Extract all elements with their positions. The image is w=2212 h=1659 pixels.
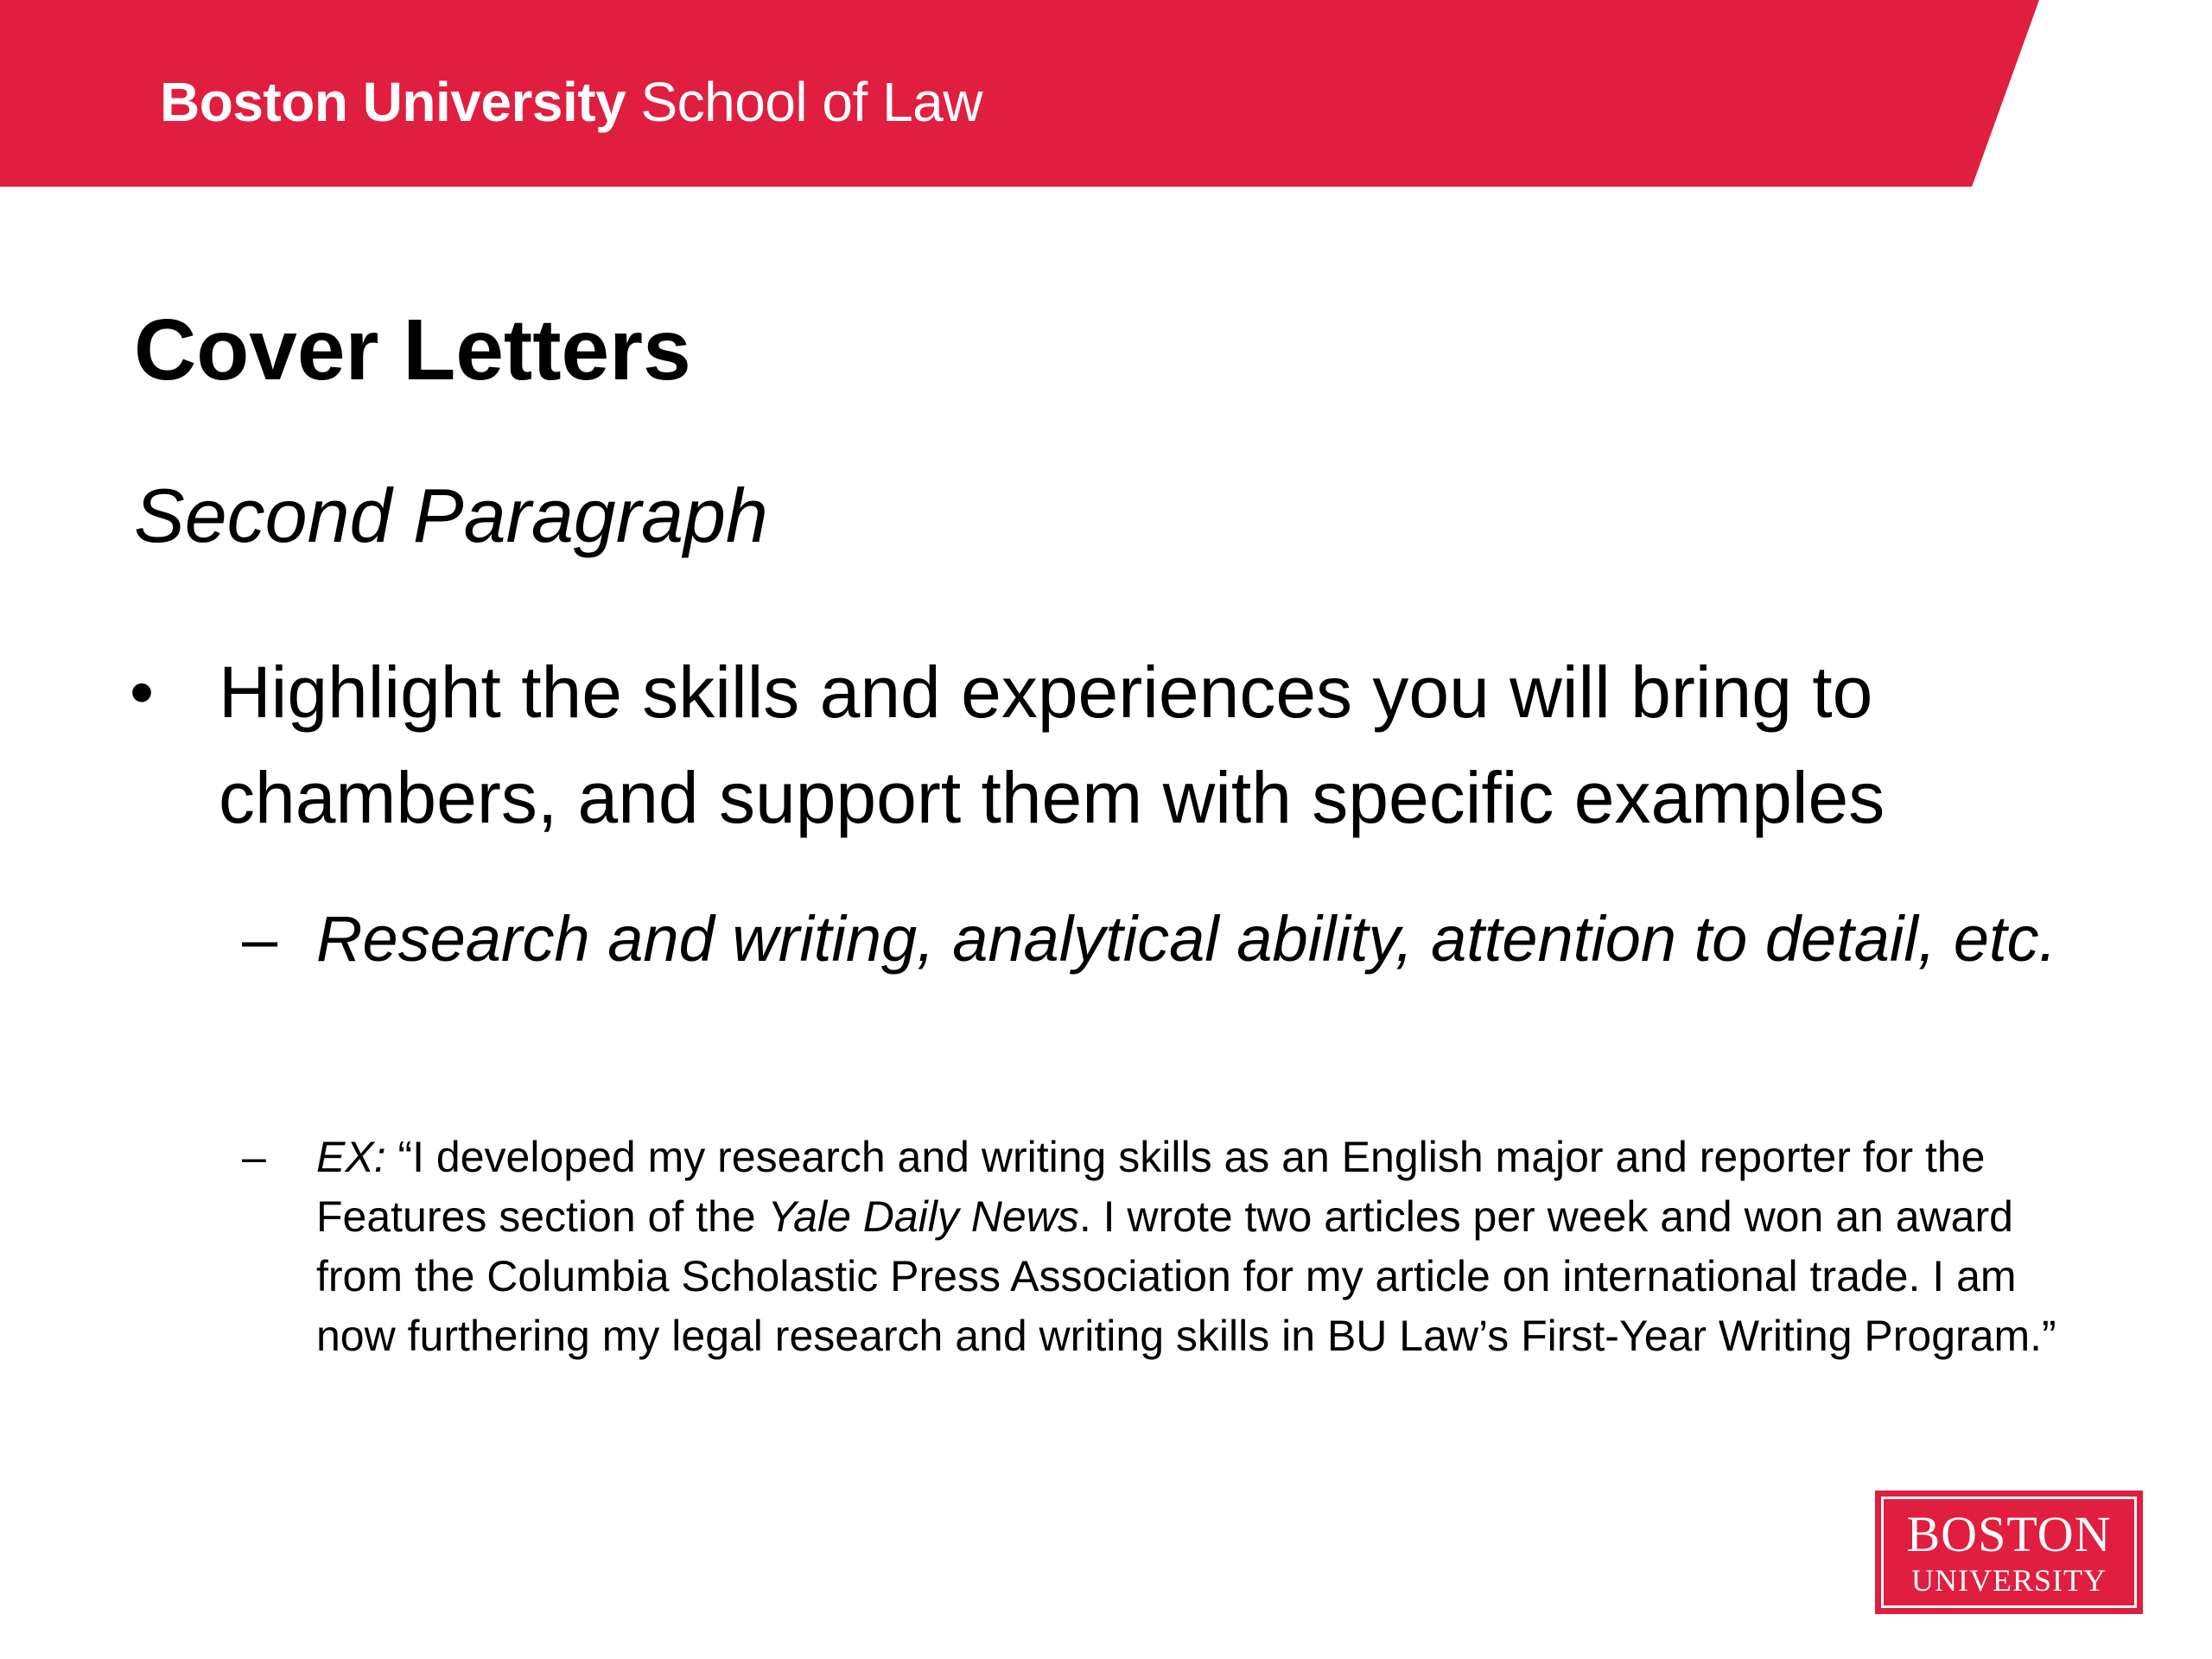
example-text-part1: “I developed my research and writing skills as an English major and reporter for the Features section of the	[316, 1133, 1986, 1241]
subbullet-text-example	[316, 1128, 2096, 1366]
boston-university-logo	[1875, 1491, 2143, 1614]
logo-frame	[1881, 1497, 2137, 1608]
logo-line-boston: BOSTON	[1906, 1505, 2112, 1562]
slide-subtitle: Second Paragraph	[134, 473, 768, 558]
subbullet-marker: –	[242, 903, 278, 975]
bullet-text: Highlight the skills and experiences you will bring to chambers, and support them with specific examples	[219, 652, 1885, 838]
subbullet-text-skills: Research and writing, analytical ability, attention to detail, etc.	[316, 903, 2057, 975]
header-school: School of Law	[640, 71, 982, 133]
example-text-part2: . I wrote two articles per week and won an award from the Columbia Scholastic Press Association for my article on international trade. I am now furthering my legal research and writing skills in BU Law’s First-Year Writing Program.”	[316, 1192, 2056, 1360]
slide-title: Cover Letters	[134, 302, 691, 398]
example-publication: Yale Daily News	[767, 1192, 1079, 1241]
logo-line-university: UNIVERSITY	[1911, 1562, 2107, 1598]
bullet-marker: •	[130, 653, 155, 730]
subbullet-marker: –	[242, 1133, 266, 1181]
example-label: EX:	[316, 1133, 386, 1181]
header-university: Boston University	[160, 71, 626, 133]
header-title	[160, 71, 982, 133]
